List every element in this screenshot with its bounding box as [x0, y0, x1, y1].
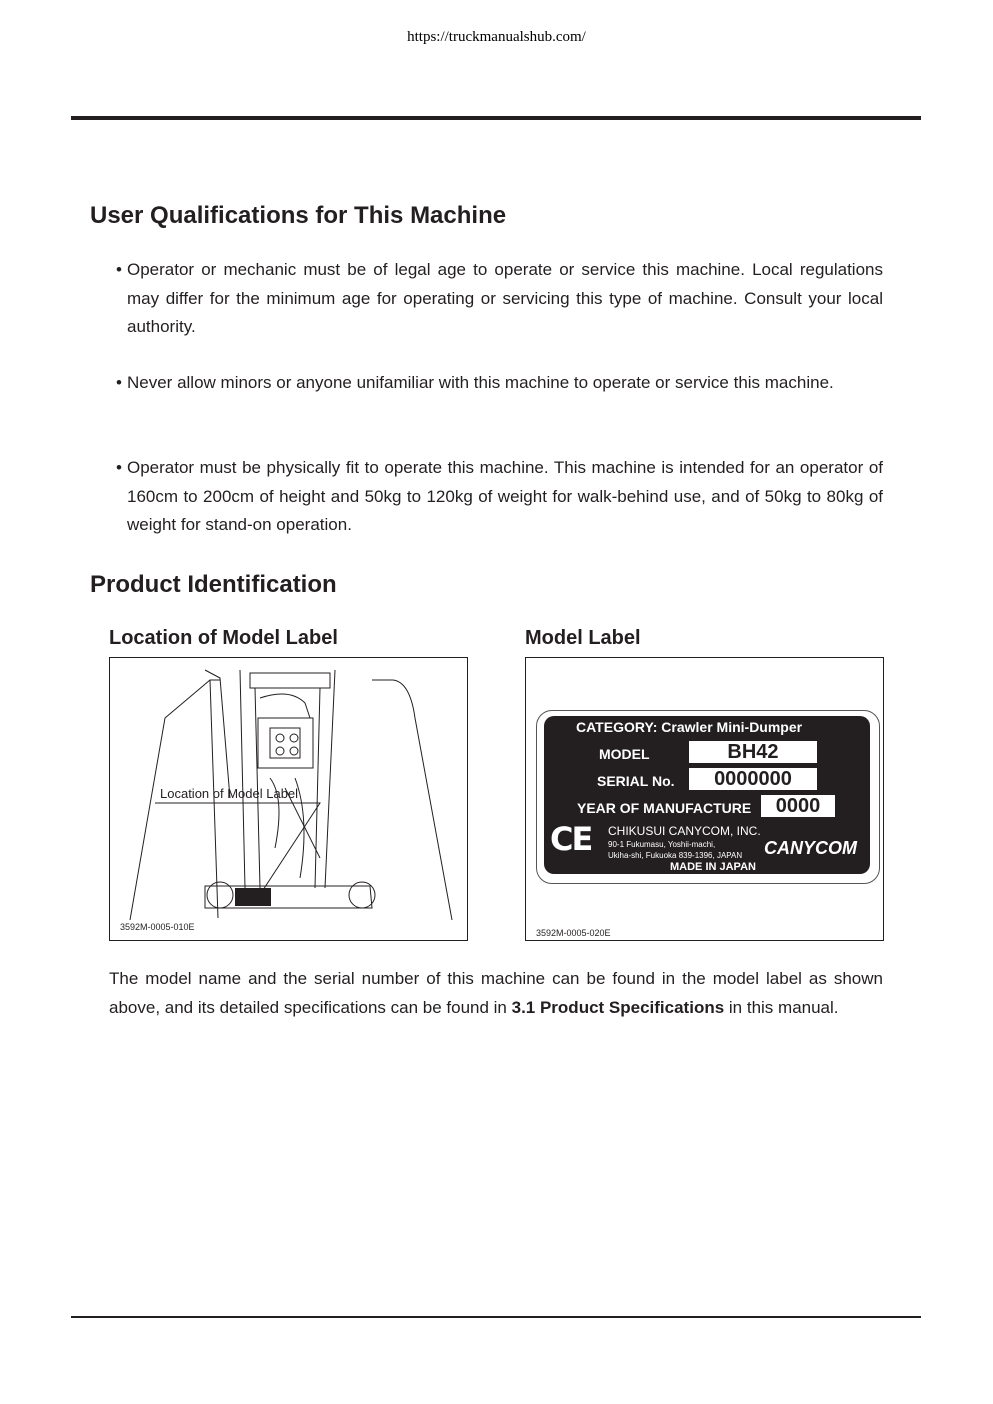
specifications-reference: 3.1 Product Specifications — [511, 997, 725, 1017]
paragraph-text: in this manual. — [724, 997, 839, 1017]
model-label-marker — [235, 888, 271, 906]
plate-face — [544, 716, 870, 874]
plate-address-line-2: Ukiha-shi, Fukuoka 839-1396, JAPAN — [608, 851, 743, 860]
identification-paragraph — [109, 965, 883, 1022]
qualification-bullet — [116, 256, 883, 342]
bullet-text: Never allow minors or anyone unifamiliar with this machine to operate or service this machine. — [127, 373, 834, 392]
top-rule — [71, 116, 921, 120]
figure-code: 3592M-0005-010E — [120, 922, 195, 932]
model-label-location-figure — [109, 657, 468, 941]
bullet-symbol: • — [116, 458, 122, 477]
bullet-text: Operator must be physically fit to operate this machine. This machine is intended for an operator of 160cm to 200cm of height and 50kg to 120kg of weight for walk-behind use, and of 50kg to 80kg of weight for stand-on operation. — [127, 458, 883, 534]
plate-model-value: BH42 — [689, 741, 817, 763]
model-label-figure-title: Model Label — [525, 627, 641, 649]
qualification-bullet — [116, 369, 883, 398]
plate-year-label: YEAR OF MANUFACTURE — [577, 800, 752, 816]
plate-year-value: 0000 — [761, 795, 835, 817]
plate-company: CHIKUSUI CANYCOM, INC. — [608, 824, 761, 838]
bullet-symbol: • — [116, 373, 122, 392]
plate-serial-label: SERIAL No. — [597, 773, 675, 789]
plate-address-line-1: 90-1 Fukumasu, Yoshii-machi, — [608, 840, 716, 849]
figure-code: 3592M-0005-020E — [536, 928, 611, 938]
paragraph-text: The model name and the serial number of this machine can be found in the model label as shown above, and its detailed specifications can be found in — [109, 969, 883, 1017]
qualifications-heading: User Qualifications for This Machine — [90, 202, 507, 229]
ce-mark-icon: CE — [550, 820, 592, 858]
bullet-symbol: • — [116, 260, 122, 279]
location-callout: Location of Model Label — [160, 786, 299, 801]
bullet-text: Operator or mechanic must be of legal age to operate or service this machine. Local regulations may differ for the minimum age for operating or servicing this type of machine. Consult your local authority. — [127, 260, 883, 336]
model-label-figure — [525, 657, 884, 941]
location-figure-title: Location of Model Label — [109, 627, 338, 649]
plate-category: CATEGORY: Crawler Mini-Dumper — [576, 719, 803, 735]
plate-made-in: MADE IN JAPAN — [670, 861, 756, 873]
bottom-rule — [71, 1316, 921, 1318]
source-url[interactable]: https://truckmanualshub.com/ — [407, 29, 586, 45]
qualification-bullet — [116, 454, 883, 540]
plate-serial-value: 0000000 — [689, 768, 817, 790]
canycom-logo: CANYCOM — [764, 838, 857, 858]
product-identification-heading: Product Identification — [90, 571, 337, 598]
plate-model-label: MODEL — [599, 746, 650, 762]
